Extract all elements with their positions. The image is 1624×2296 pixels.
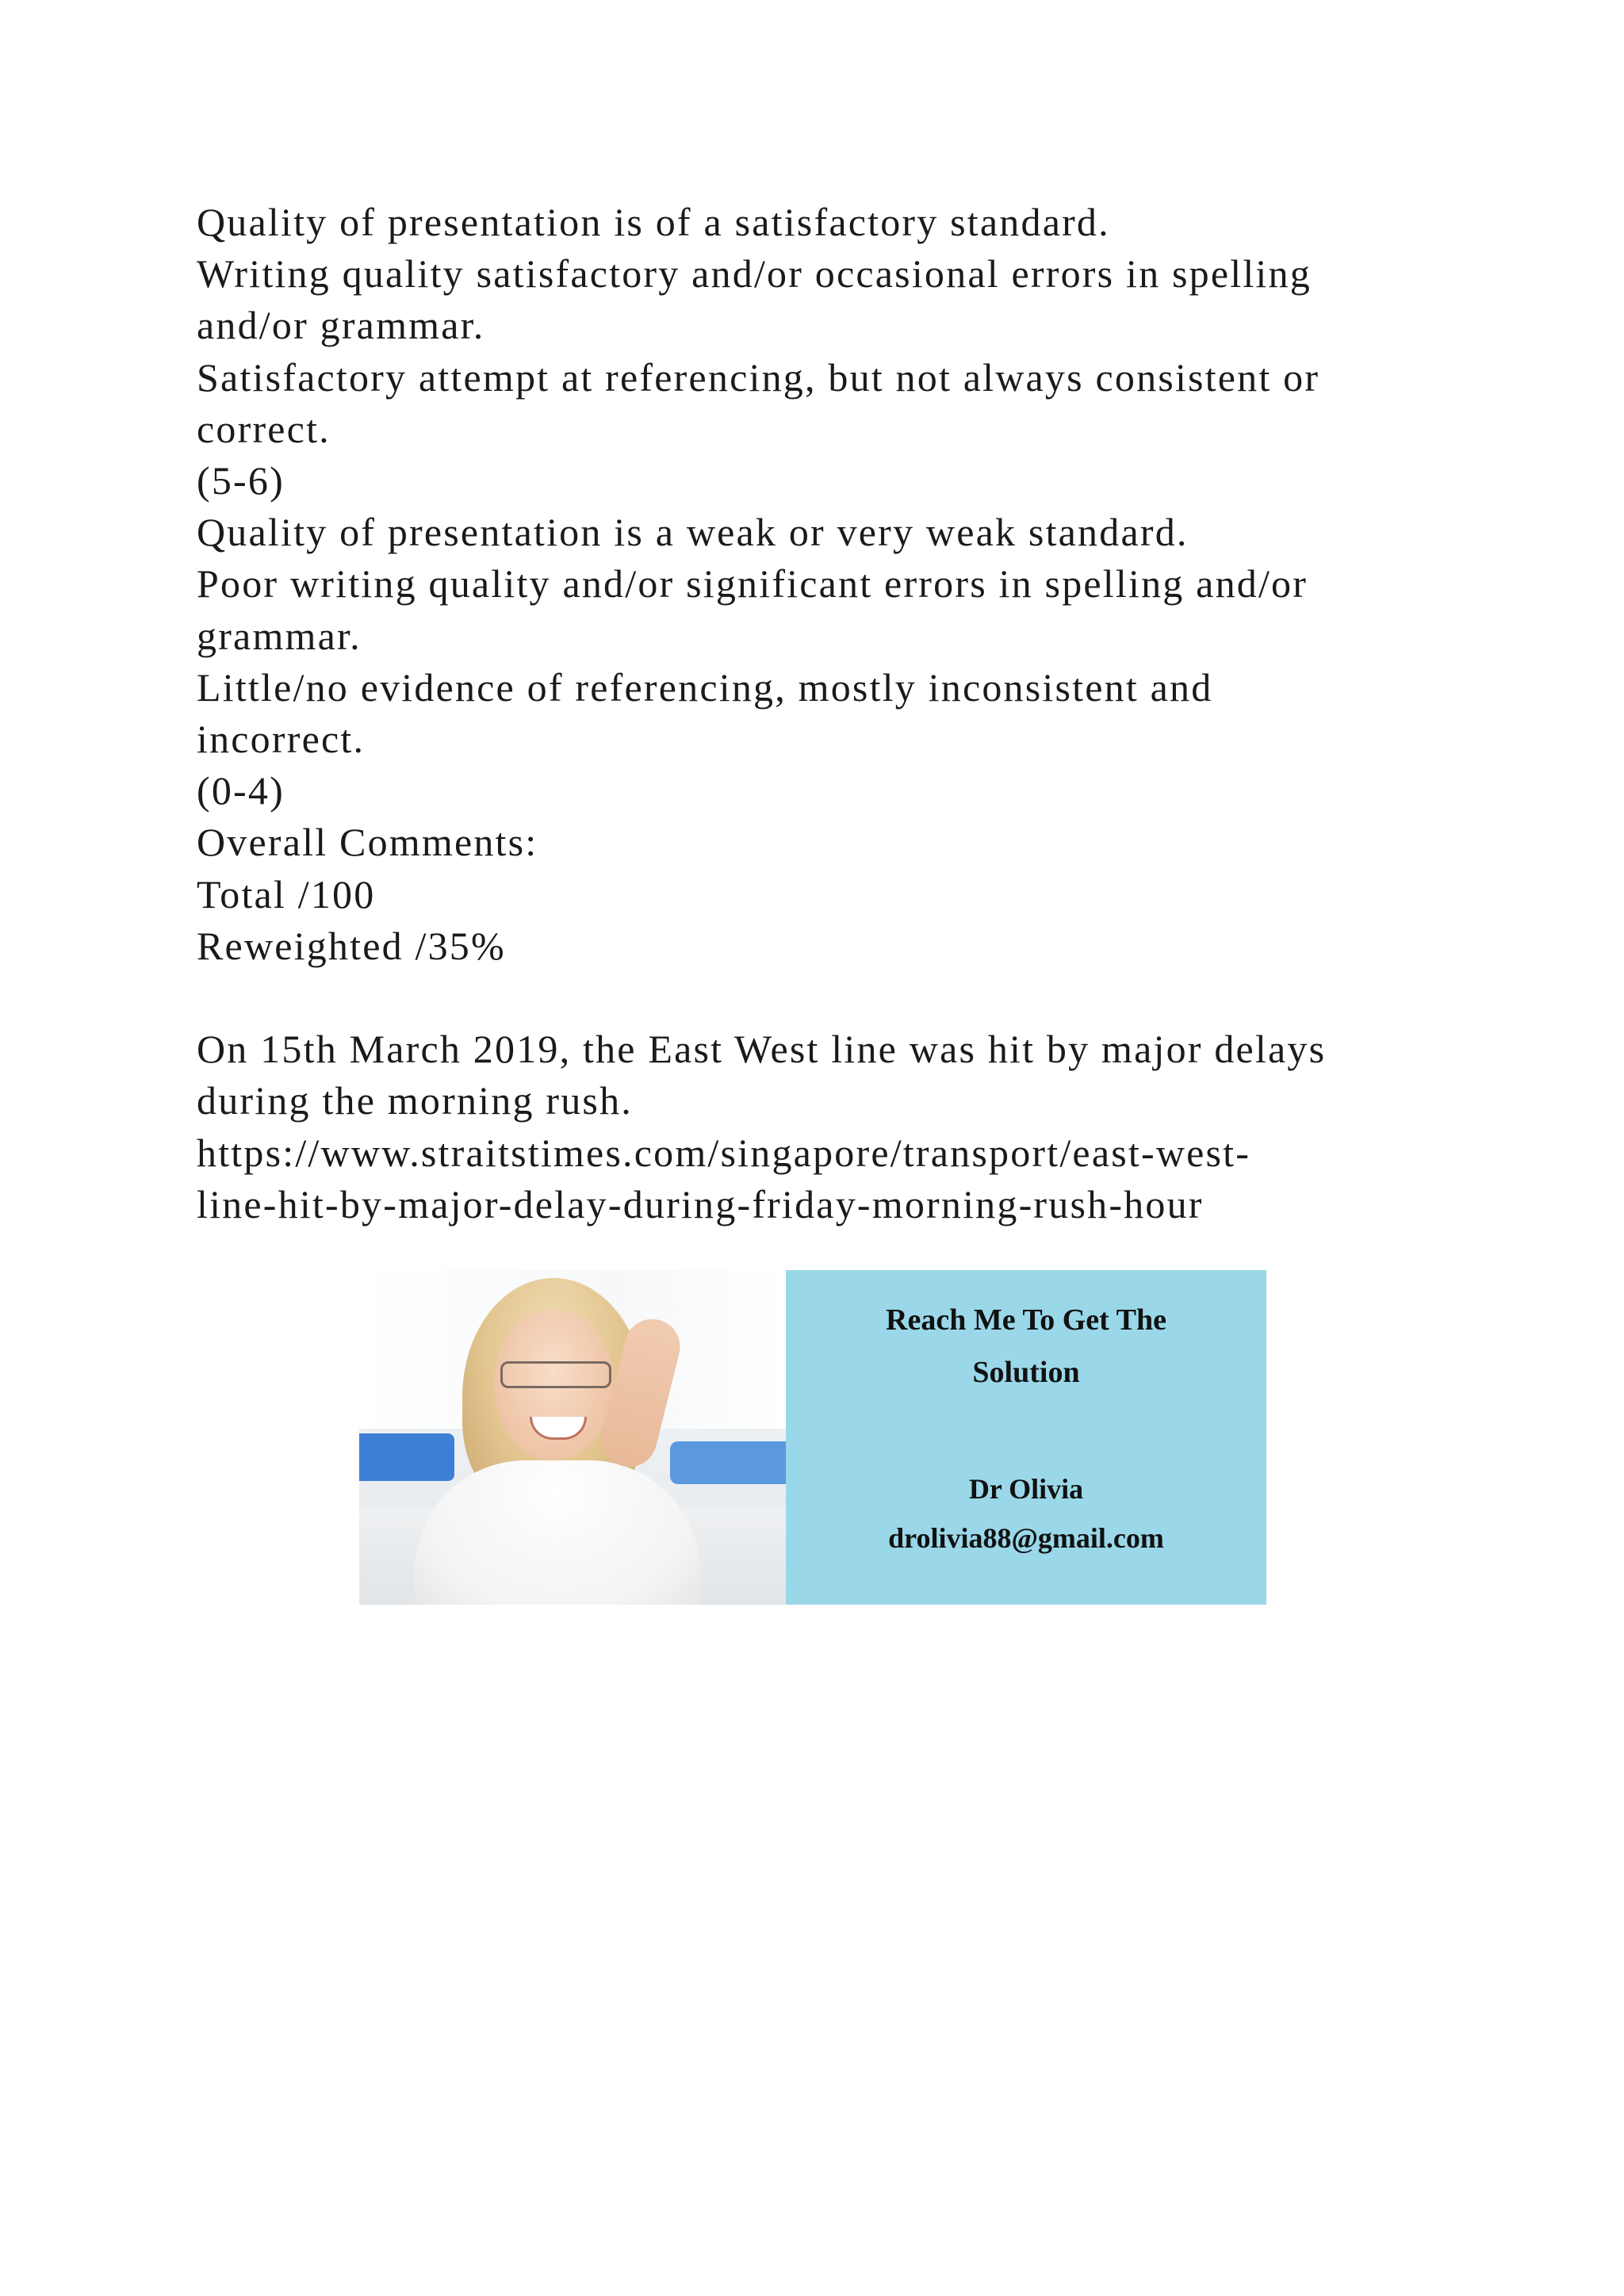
text-line: On 15th March 2019, the East West line was hit by major delays	[197, 1027, 1327, 1072]
text-line: grammar.	[197, 613, 362, 658]
text-line: Writing quality satisfactory and/or occasional errors in spelling	[197, 251, 1312, 297]
contact-banner	[359, 1270, 1266, 1605]
reweighted-label: Reweighted /35%	[197, 923, 506, 968]
score-range: (5-6)	[197, 458, 285, 503]
banner-contact-panel	[786, 1270, 1266, 1605]
background-chair	[670, 1441, 786, 1484]
shirt-shape	[415, 1460, 700, 1605]
banner-headline	[786, 1294, 1266, 1399]
text-line: and/or grammar.	[197, 303, 485, 348]
text-line: Little/no evidence of referencing, mostly inconsistent and	[197, 664, 1213, 710]
background-chair	[359, 1433, 454, 1481]
text-line: Poor writing quality and/or significant errors in spelling and/or	[197, 561, 1308, 607]
text-line: during the morning rush.	[197, 1078, 633, 1123]
text-line: Quality of presentation is a weak or very weak standard.	[197, 510, 1189, 555]
contact-email: drolivia88@gmail.com	[888, 1522, 1164, 1554]
text-line: Quality of presentation is of a satisfactory standard.	[197, 200, 1110, 244]
text-line: Satisfactory attempt at referencing, but not always consistent or	[197, 354, 1320, 400]
paragraph-spacer	[197, 972, 1465, 1024]
headline-line: Reach Me To Get The	[886, 1303, 1166, 1337]
banner-contact	[786, 1464, 1266, 1563]
headline-line: Solution	[972, 1356, 1080, 1389]
url-text: line-hit-by-major-delay-during-friday-morning-rush-hour	[197, 1181, 1204, 1226]
contact-name: Dr Olivia	[968, 1473, 1084, 1505]
document-body	[197, 197, 1465, 1230]
score-range: (0-4)	[197, 768, 285, 813]
text-line: incorrect.	[197, 717, 366, 762]
total-label: Total /100	[197, 871, 376, 916]
woman-photo	[359, 1270, 786, 1605]
overall-comments-label: Overall Comments:	[197, 820, 538, 865]
url-text: https://www.straitstimes.com/singapore/transport/east-west-	[197, 1130, 1251, 1175]
text-line: correct.	[197, 406, 331, 451]
glasses-icon	[500, 1361, 611, 1388]
